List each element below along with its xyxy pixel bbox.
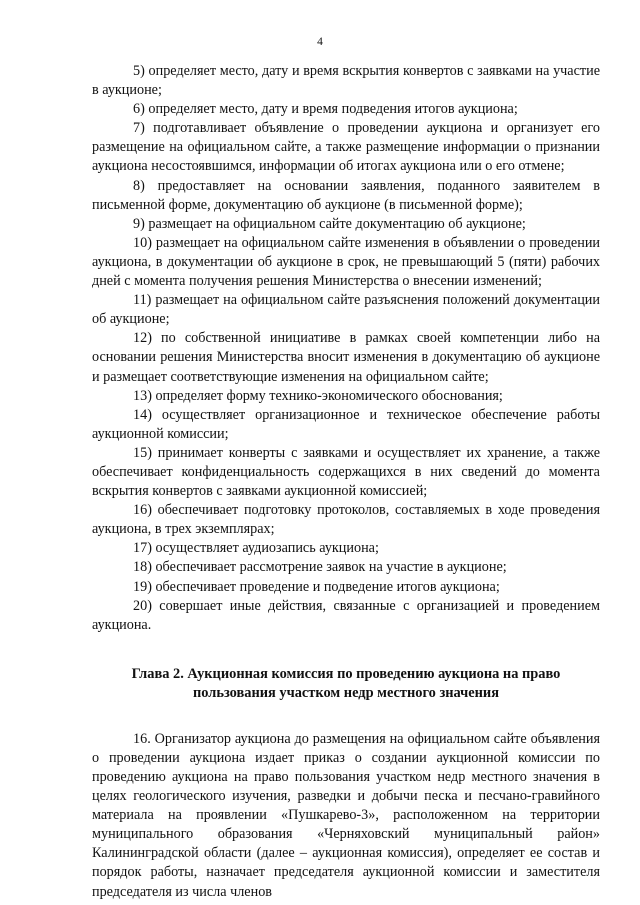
list-item: 11) размещает на официальном сайте разъяснения положений документации об аукционе; xyxy=(92,292,600,328)
list-item: 14) осуществляет организационное и техническое обеспечение работы аукционной комиссии; xyxy=(92,406,600,442)
list-item: 7) подготавливает объявление о проведении аукциона и организует его размещение на официальном сайте, а также размещение информации о признании аукциона несостоявшимся, информации об итогах аукциона или о его отмене; xyxy=(92,120,600,175)
list-item: 15) принимает конверты с заявками и осуществляет их хранение, а также обеспечивает конфиденциальность содержащихся в них сведений до момента вскрытия конвертов с заявками аукционной комиссией; xyxy=(92,444,600,500)
document-body xyxy=(92,62,600,902)
page-number: 4 xyxy=(317,36,323,48)
paragraph: 16. Организатор аукциона до размещения на официальном сайте объявления о проведении аукциона издает приказ о создании аукционной комиссии по проведению аукциона на право пользования участком недр местного значения в целях геологического изучения, разведки и добычи песка и песчано-гравийного материала на проявлении «Пушкарево-3», расположенном на территории муниципального образования «Черняховский муниципальный район» Калининградской области (далее – аукционная комиссия), определяет ее состав и порядок работы, назначает председателя аукционной комиссии и заместителя председателя из числа членов xyxy=(92,730,600,900)
list-item: 12) по собственной инициативе в рамках своей компетенции либо на основании решения Министерства вносит изменения в документацию об аукционе и размещает соответствующие изменения на официальном сайте; xyxy=(92,330,600,385)
chapter-heading: Глава 2. Аукционная комиссия по проведению аукциона на право пользования участком недр местного значения xyxy=(131,665,561,702)
list-item: 8) предоставляет на основании заявления, поданного заявителем в письменной форме, документацию об аукционе (в письменной форме); xyxy=(92,177,600,213)
list-item: 16) обеспечивает подготовку протоколов, составляемых в ходе проведения аукциона, в трех экземплярах; xyxy=(92,502,600,538)
list-item: 6) определяет место, дату и время подведения итогов аукциона; xyxy=(133,101,518,118)
list-item: 5) определяет место, дату и время вскрытия конвертов с заявками на участие в аукционе; xyxy=(92,63,600,99)
list-item: 20) совершает иные действия, связанные с организацией и проведением аукциона. xyxy=(92,597,600,633)
list-item: 13) определяет форму технико-экономического обоснования; xyxy=(133,387,503,404)
list-item: 18) обеспечивает рассмотрение заявок на участие в аукционе; xyxy=(133,559,507,576)
list-item: 17) осуществляет аудиозапись аукциона; xyxy=(133,540,379,557)
list-item: 10) размещает на официальном сайте изменения в объявлении о проведении аукциона, в документации об аукционе в срок, не превышающий 5 (пяти) рабочих дней с момента получения решения Министерства о внесении изменений; xyxy=(92,234,600,290)
list-item: 19) обеспечивает проведение и подведение итогов аукциона; xyxy=(133,578,500,595)
list-item: 9) размещает на официальном сайте документацию об аукционе; xyxy=(133,215,526,232)
